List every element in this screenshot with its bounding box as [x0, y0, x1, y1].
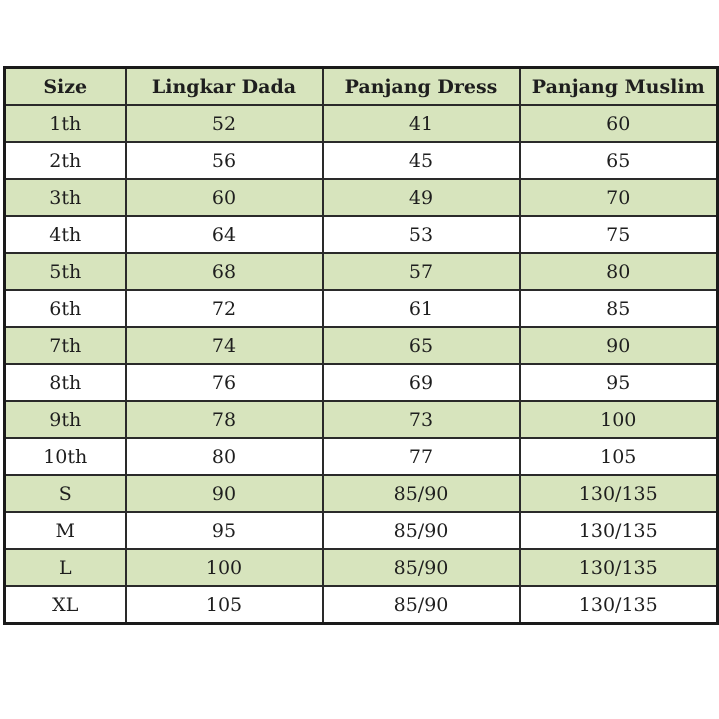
cell-size: XL — [5, 586, 126, 624]
cell-panjang-dress: 41 — [323, 105, 520, 142]
cell-lingkar-dada: 68 — [126, 253, 323, 290]
cell-size: 8th — [5, 364, 126, 401]
cell-panjang-muslim: 65 — [520, 142, 718, 179]
cell-panjang-dress: 57 — [323, 253, 520, 290]
cell-panjang-muslim: 105 — [520, 438, 718, 475]
table-row — [5, 216, 718, 253]
cell-size: 1th — [5, 105, 126, 142]
table-row — [5, 364, 718, 401]
cell-panjang-muslim: 75 — [520, 216, 718, 253]
cell-size: M — [5, 512, 126, 549]
cell-panjang-dress: 53 — [323, 216, 520, 253]
cell-panjang-dress: 77 — [323, 438, 520, 475]
cell-lingkar-dada: 52 — [126, 105, 323, 142]
cell-panjang-muslim: 130/135 — [520, 549, 718, 586]
header-size: Size — [5, 68, 126, 106]
table-row — [5, 401, 718, 438]
cell-panjang-muslim: 130/135 — [520, 586, 718, 624]
cell-panjang-dress: 65 — [323, 327, 520, 364]
header-panjang-dress: Panjang Dress — [323, 68, 520, 106]
cell-size: 6th — [5, 290, 126, 327]
cell-panjang-dress: 61 — [323, 290, 520, 327]
table-row — [5, 290, 718, 327]
cell-size: 7th — [5, 327, 126, 364]
cell-size: 4th — [5, 216, 126, 253]
cell-lingkar-dada: 100 — [126, 549, 323, 586]
header-lingkar-dada: Lingkar Dada — [126, 68, 323, 106]
cell-panjang-muslim: 80 — [520, 253, 718, 290]
cell-size: L — [5, 549, 126, 586]
cell-lingkar-dada: 64 — [126, 216, 323, 253]
cell-size: 3th — [5, 179, 126, 216]
cell-lingkar-dada: 56 — [126, 142, 323, 179]
cell-panjang-dress: 85/90 — [323, 475, 520, 512]
cell-panjang-muslim: 60 — [520, 105, 718, 142]
cell-panjang-dress: 73 — [323, 401, 520, 438]
table-row — [5, 475, 718, 512]
cell-size: 5th — [5, 253, 126, 290]
cell-size: 9th — [5, 401, 126, 438]
cell-panjang-muslim: 70 — [520, 179, 718, 216]
cell-lingkar-dada: 76 — [126, 364, 323, 401]
cell-size: S — [5, 475, 126, 512]
cell-lingkar-dada: 80 — [126, 438, 323, 475]
cell-panjang-muslim: 130/135 — [520, 512, 718, 549]
cell-size: 2th — [5, 142, 126, 179]
header-panjang-muslim: Panjang Muslim — [520, 68, 718, 106]
cell-lingkar-dada: 90 — [126, 475, 323, 512]
cell-lingkar-dada: 78 — [126, 401, 323, 438]
cell-panjang-dress: 85/90 — [323, 512, 520, 549]
table-row — [5, 549, 718, 586]
cell-lingkar-dada: 105 — [126, 586, 323, 624]
cell-size: 10th — [5, 438, 126, 475]
table-row — [5, 142, 718, 179]
cell-panjang-muslim: 130/135 — [520, 475, 718, 512]
cell-panjang-dress: 85/90 — [323, 586, 520, 624]
cell-lingkar-dada: 74 — [126, 327, 323, 364]
table-header-row — [5, 68, 718, 106]
size-chart-table — [3, 66, 719, 625]
cell-panjang-muslim: 100 — [520, 401, 718, 438]
table-row — [5, 327, 718, 364]
cell-panjang-dress: 69 — [323, 364, 520, 401]
cell-lingkar-dada: 72 — [126, 290, 323, 327]
table-row — [5, 438, 718, 475]
table-row — [5, 512, 718, 549]
cell-lingkar-dada: 95 — [126, 512, 323, 549]
cell-panjang-dress: 45 — [323, 142, 520, 179]
cell-panjang-dress: 85/90 — [323, 549, 520, 586]
cell-panjang-dress: 49 — [323, 179, 520, 216]
cell-panjang-muslim: 85 — [520, 290, 718, 327]
cell-panjang-muslim: 90 — [520, 327, 718, 364]
table-row — [5, 105, 718, 142]
cell-lingkar-dada: 60 — [126, 179, 323, 216]
cell-panjang-muslim: 95 — [520, 364, 718, 401]
table-row — [5, 586, 718, 624]
table-row — [5, 253, 718, 290]
table-row — [5, 179, 718, 216]
